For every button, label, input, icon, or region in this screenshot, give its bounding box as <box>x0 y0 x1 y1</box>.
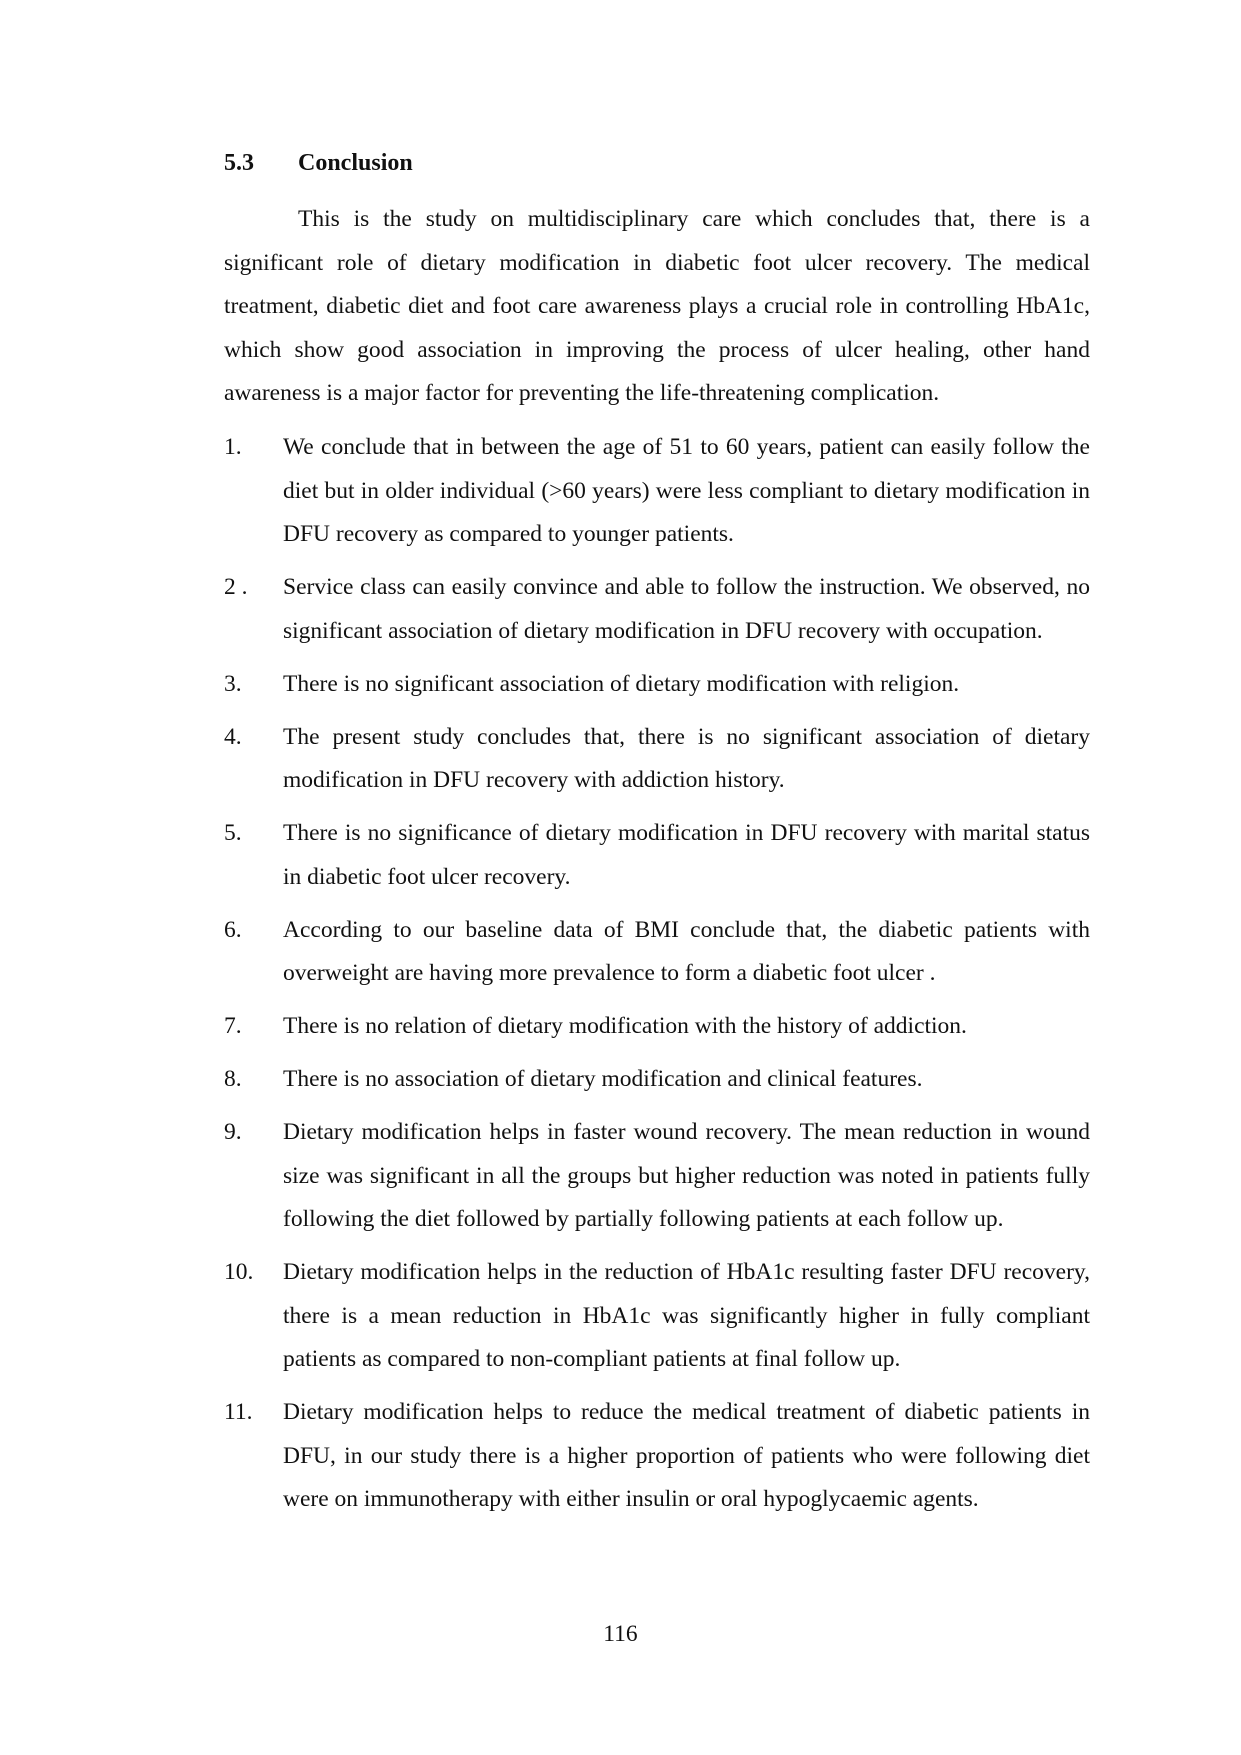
section-title: Conclusion <box>298 150 413 176</box>
list-item-number: 9. <box>224 1119 242 1145</box>
list-item-text: Dietary modification helps in the reduction of HbA1c resulting faster DFU recovery, there is a mean reduction in HbA1c was significantly higher in fully compliant patients as compared to non-compliant patients at final follow up. <box>283 1259 1090 1372</box>
list-item-number: 2 . <box>224 574 248 600</box>
section-number: 5.3 <box>224 150 254 176</box>
page-number: 116 <box>603 1621 638 1647</box>
list-item-text: There is no significant association of dietary modification with religion. <box>283 670 960 697</box>
list-item <box>224 1391 1090 1522</box>
list-item-number: 6. <box>224 916 242 943</box>
list-item <box>224 909 1090 996</box>
list-item-number: 3. <box>224 670 242 697</box>
list-item-number: 1. <box>224 434 242 460</box>
list-item-number: 5. <box>224 820 242 846</box>
list-item-text: Dietary modification helps to reduce the medical treatment of diabetic patients in DFU, in our study there is a higher proportion of patients who were following diet were on immunotherapy with either insulin or oral hypoglycaemic agents. <box>283 1399 1090 1512</box>
list-item-text: We conclude that in between the age of 51 to 60 years, patient can easily follow the diet but in older individual (>60 years) were less compliant to dietary modification in DFU recovery as compared to younger patients. <box>283 434 1090 547</box>
list-item-number: 11. <box>224 1399 253 1425</box>
list-item <box>224 1251 1090 1382</box>
list-item-text: According to our baseline data of BMI conclude that, the diabetic patients with overweight are having more prevalence to form a diabetic foot ulcer . <box>283 916 1090 986</box>
list-item-text: There is no relation of dietary modification with the history of addiction. <box>283 1013 967 1039</box>
section-heading <box>224 148 413 178</box>
list-item-number: 7. <box>224 1013 242 1039</box>
list-item <box>224 1005 1090 1049</box>
list-item-number: 4. <box>224 723 242 750</box>
list-item-number: 8. <box>224 1066 242 1092</box>
list-item <box>224 1111 1090 1242</box>
list-item <box>224 426 1090 557</box>
list-item-text: Service class can easily convince and able to follow the instruction. We observed, no significant association of dietary modification in DFU recovery with occupation. <box>283 574 1090 644</box>
intro-paragraph: This is the study on multidisciplinary care which concludes that, there is a significant role of dietary modification in diabetic foot ulcer recovery. The medical treatment, diabetic diet and foot care awareness plays a crucial role in controlling HbA1c, which show good association in improving the process of ulcer healing, other hand awareness is a major factor for preventing the life-threatening complication. <box>224 206 1090 406</box>
list-item <box>224 566 1090 653</box>
list-item <box>224 812 1090 899</box>
conclusion-list <box>224 426 1090 1531</box>
list-item <box>224 663 1090 707</box>
list-item <box>224 1058 1090 1102</box>
list-item-text: Dietary modification helps in faster wound recovery. The mean reduction in wound size was significant in all the groups but higher reduction was noted in patients fully following the diet followed by partially following patients at each follow up. <box>283 1119 1090 1232</box>
list-item-text: There is no significance of dietary modification in DFU recovery with marital status in diabetic foot ulcer recovery. <box>283 820 1090 890</box>
list-item <box>224 716 1090 803</box>
list-item-text: There is no association of dietary modification and clinical features. <box>283 1066 923 1092</box>
list-item-text: The present study concludes that, there is no significant association of dietary modification in DFU recovery with addiction history. <box>283 723 1090 793</box>
list-item-number: 10. <box>224 1259 254 1285</box>
